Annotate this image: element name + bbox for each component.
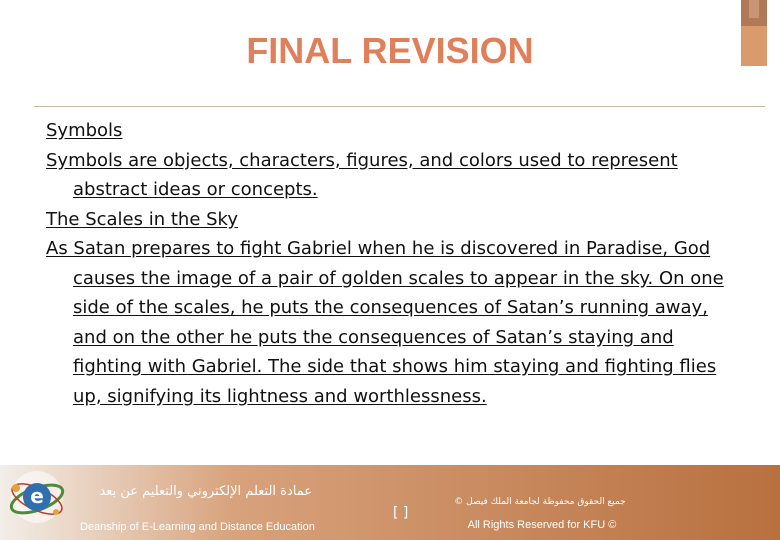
footer-page-number: [ ] [393, 505, 409, 521]
heading-scales: The Scales in the Sky [46, 208, 238, 230]
footer-copyright-english: All Rights Reserved for KFU © [467, 519, 617, 531]
top-accent-notch [749, 0, 759, 18]
footer-deanship-english: Deanship of E-Learning and Distance Education [80, 521, 315, 533]
title-divider [34, 106, 765, 107]
top-accent-bar [741, 0, 767, 26]
svg-text:e: e [30, 484, 44, 508]
e-learning-logo-icon [6, 466, 68, 528]
symbols-definition: Symbols are objects, characters, figures, and colors used to represent abstract ideas or concepts. [46, 149, 678, 200]
footer-copyright-arabic: جميع الحقوق محفوظة لجامعة الملك فيصل © [454, 497, 626, 507]
heading-symbols: Symbols [46, 120, 123, 141]
scales-description: As Satan prepares to fight Gabriel when he is discovered in Paradise, God causes the image of a pair of golden scales to appear in the sky. On one side of the scales, he puts the consequences of Satan’s running away, and on the other he puts the consequences of Satan’s staying and fighting with Gabriel. The side that shows him staying and fighting flies up, signifying its lightness and worthlessness. [46, 238, 724, 407]
slide-title: FINAL REVISION [246, 30, 534, 71]
slide-content [46, 116, 746, 411]
footer-deanship-arabic: عمادة التعلم الإلكتروني والتعليم عن بعد [99, 484, 312, 499]
